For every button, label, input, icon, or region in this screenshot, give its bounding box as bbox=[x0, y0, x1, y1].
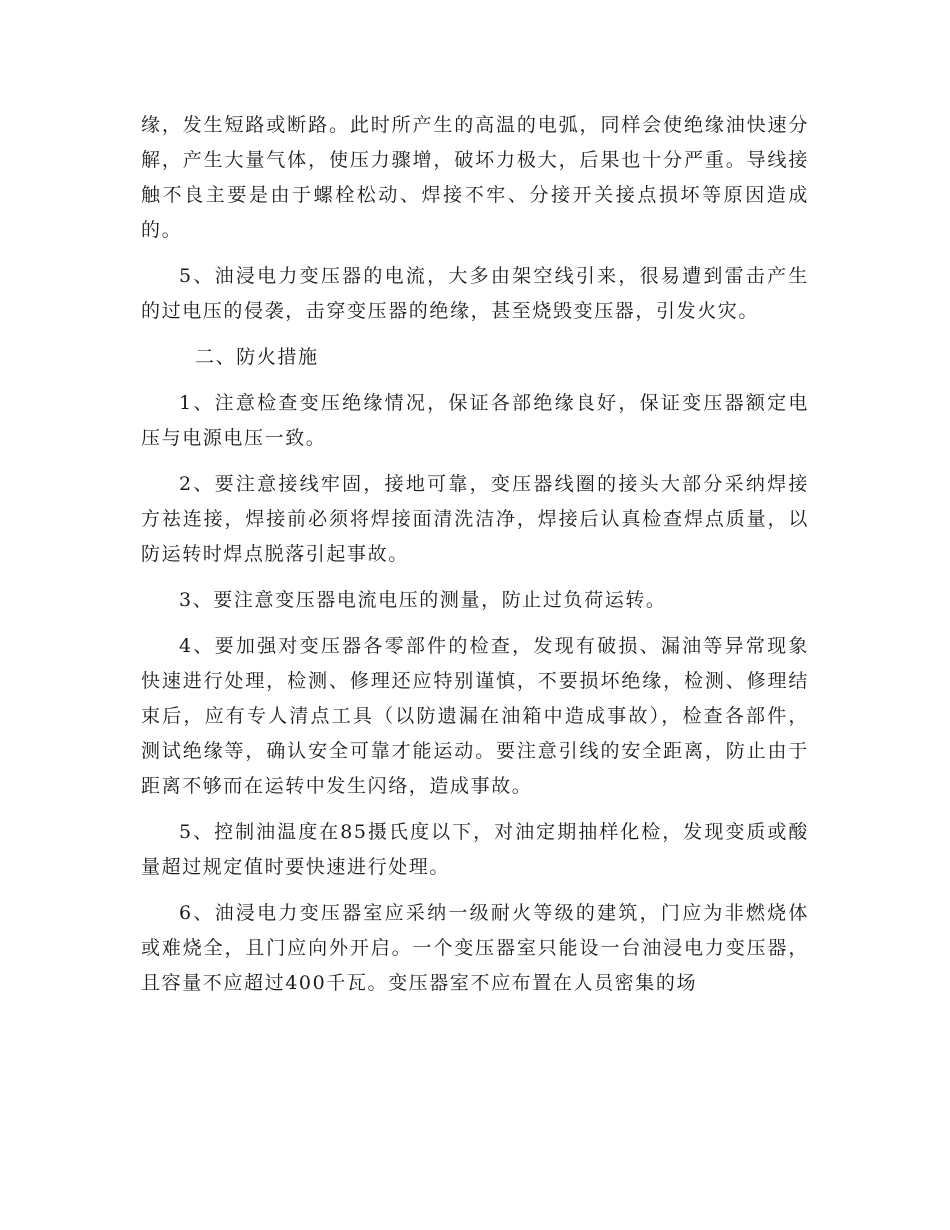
document-body bbox=[141, 108, 809, 1012]
section-heading-fire-prevention: 二、防火措施 bbox=[195, 346, 319, 368]
paragraph-item-5-lightning: 5、油浸电力变压器的电流，大多由架空线引来，很易遭到雷击产生的过电压的侵袭，击穿变压器的绝缘，甚至烧毁变压器，引发火灾。 bbox=[141, 265, 809, 322]
paragraph-measure-1: 1、注意检查变压绝缘情况，保证各部绝缘良好，保证变压器额定电压与电源电压一致。 bbox=[141, 392, 809, 449]
paragraph-measure-4: 4、要加强对变压器各零部件的检查，发现有破损、漏油等异常现象快速进行处理，检测、修理还应特别谨慎，不要损坏绝缘，检测、修理结束后，应有专人清点工具（以防遗漏在油箱中造成事故），检查各部件，测试绝缘等，确认安全可靠才能运动。要注意引线的安全距离，防止由于距离不够而在运转中发生闪络，造成事故。 bbox=[141, 635, 809, 797]
paragraph-continuation: 缘，发生短路或断路。此时所产生的高温的电弧，同样会使绝缘油快速分解，产生大量气体，使压力骤增，破坏力极大，后果也十分严重。导线接触不良主要是由于螺栓松动、焊接不牢、分接开关接点损坏等原因造成的。 bbox=[141, 114, 809, 241]
paragraph-measure-6: 6、油浸电力变压器室应采纳一级耐火等级的建筑，门应为非燃烧体或难烧全，且门应向外开启。一个变压器室只能设一台油浸电力变压器，且容量不应超过400千瓦。变压器室不应布置在人员密集的场 bbox=[141, 902, 809, 994]
paragraph-measure-3: 3、要注意变压器电流电压的测量，防止过负荷运转。 bbox=[179, 589, 667, 611]
paragraph-measure-2: 2、要注意接线牢固，接地可靠，变压器线圈的接头大部分采纳焊接方祛连接，焊接前必须将焊接面清洗洁净，焊接后认真检查焊点质量，以防运转时焊点脱落引起事故。 bbox=[141, 473, 809, 565]
paragraph-measure-5: 5、控制油温度在85摄氏度以下，对油定期抽样化检，发现变质或酸量超过规定值时要快速进行处理。 bbox=[141, 821, 809, 878]
